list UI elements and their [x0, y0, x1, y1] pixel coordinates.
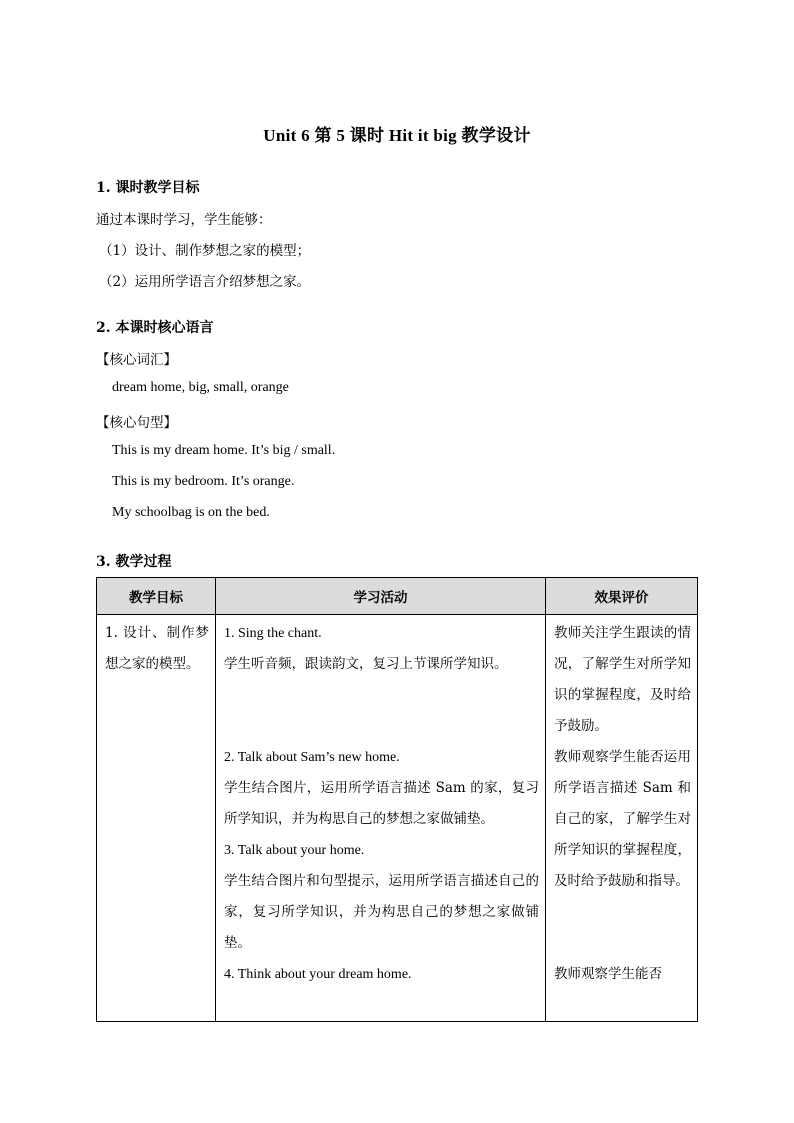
activity-2-title: 2. Talk about Sam’s new home.	[224, 750, 400, 765]
spacer	[554, 928, 691, 959]
evaluation-list	[546, 615, 697, 990]
activity-list	[216, 615, 545, 990]
section-2-heading: 2. 本课时核心语言	[96, 320, 214, 336]
pattern-line-2: This is my bedroom. It’s orange.	[112, 474, 295, 489]
document-title: Unit 6 第 5 课时 Hit it big 教学设计	[263, 126, 531, 145]
activity-2-desc: 学生结合图片，运用所学语言描述 Sam 的家，复习所学知识，并为构思自己的梦想之家做铺垫。	[224, 780, 539, 827]
spacer	[554, 897, 691, 928]
patterns-label: 【核心句型】	[96, 415, 177, 431]
header-evaluation: 效果评价	[546, 578, 698, 615]
objective-item-2: （2）运用所学语言介绍梦想之家。	[99, 274, 311, 290]
section-1-heading: 1. 课时教学目标	[96, 180, 200, 196]
evaluation-cell	[546, 615, 698, 1022]
activity-3-desc: 学生结合图片和句型提示，运用所学语言描述自己的家，复习所学知识，并为构思自己的梦想之家做铺垫。	[224, 873, 539, 951]
goal-cell	[97, 615, 216, 1022]
objective-item-1: （1）设计、制作梦想之家的模型；	[99, 243, 311, 259]
activity-1-desc: 学生听音频，跟读韵文，复习上节课所学知识。	[224, 656, 508, 672]
pattern-line-1: This is my dream home. It’s big / small.	[112, 443, 336, 458]
objectives-intro: 通过本课时学习，学生能够：	[96, 212, 272, 228]
table-row	[97, 615, 698, 1022]
goal-text: 1. 设计、制作梦想之家的模型。	[105, 625, 209, 672]
activity-4-title: 4. Think about your dream home.	[224, 967, 412, 982]
table-header-row	[97, 578, 698, 615]
activity-3-title: 3. Talk about your home.	[224, 843, 365, 858]
evaluation-3: 教师观察学生能否	[554, 966, 662, 982]
activity-1-title: 1. Sing the chant.	[224, 626, 322, 641]
section-3-heading: 3. 教学过程	[96, 554, 172, 570]
evaluation-2: 教师观察学生能否运用所学语言描述 Sam 和自己的家，了解学生对所学知识的掌握程度，及时给予鼓励和指导。	[554, 749, 691, 889]
teaching-process-table	[96, 577, 698, 1022]
activity-cell	[216, 615, 546, 1022]
evaluation-1: 教师关注学生跟读的情况，了解学生对所学知识的掌握程度，及时给予鼓励。	[554, 625, 691, 734]
header-activity: 学习活动	[216, 578, 546, 615]
vocab-label: 【核心词汇】	[96, 352, 177, 368]
spacer	[224, 680, 539, 711]
vocab-list: dream home, big, small, orange	[112, 380, 289, 395]
pattern-line-3: My schoolbag is on the bed.	[112, 505, 270, 520]
spacer	[224, 711, 539, 742]
header-goal: 教学目标	[97, 578, 216, 615]
